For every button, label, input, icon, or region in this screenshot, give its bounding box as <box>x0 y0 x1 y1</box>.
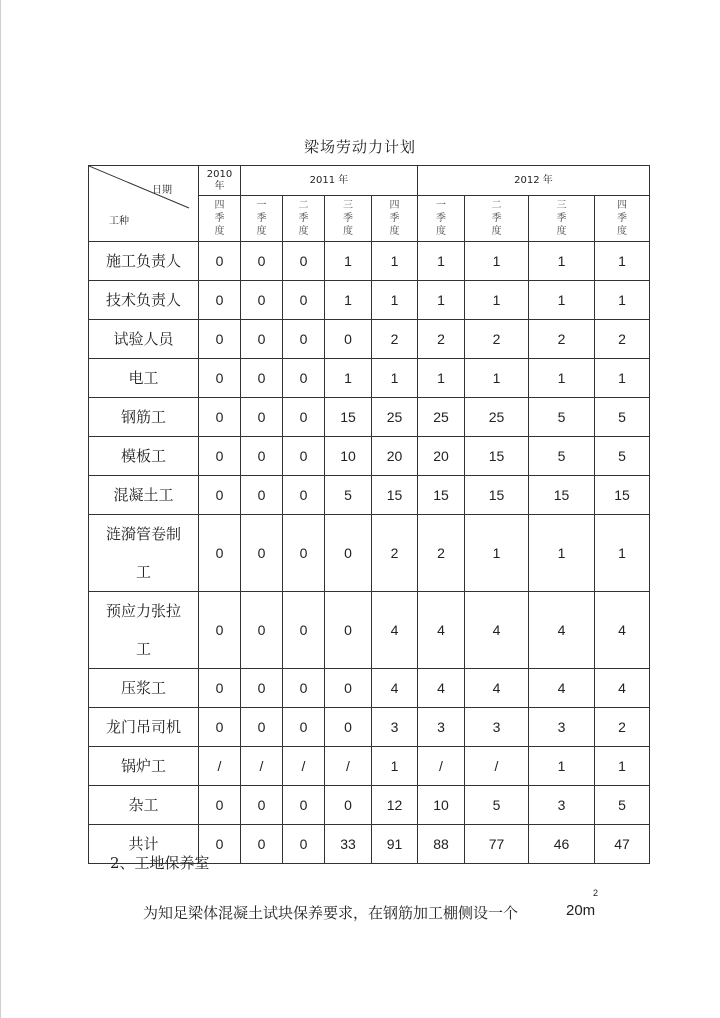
quarter-char: 四 <box>617 200 627 211</box>
value-cell: 1 <box>529 242 595 281</box>
table-row <box>89 281 650 320</box>
quarter-header-cell <box>595 196 650 242</box>
value-cell: / <box>465 747 529 786</box>
value-cell: 0 <box>199 398 241 437</box>
value-cell: 1 <box>372 359 418 398</box>
area-value: 20m <box>566 902 596 919</box>
value-cell: 0 <box>241 708 283 747</box>
value-cell: 25 <box>418 398 465 437</box>
table-row <box>89 242 650 281</box>
value-cell: 1 <box>529 281 595 320</box>
value-cell: 0 <box>241 398 283 437</box>
quarter-char: 季 <box>214 213 225 224</box>
table-row <box>89 398 650 437</box>
trade-name-line: 工 <box>135 640 151 658</box>
quarter-char: 季 <box>256 213 267 224</box>
quarter-char: 三 <box>343 200 353 211</box>
value-cell: 2 <box>418 515 465 592</box>
value-cell: 0 <box>241 437 283 476</box>
value-cell: 4 <box>529 669 595 708</box>
trade-name-cell: 技术负责人 <box>89 281 199 320</box>
value-cell: 0 <box>283 320 325 359</box>
value-cell: 0 <box>241 786 283 825</box>
quarter-char: 四 <box>389 200 400 211</box>
value-cell: 4 <box>372 592 418 669</box>
value-cell: 2 <box>529 320 595 359</box>
value-cell: 0 <box>283 786 325 825</box>
value-cell: 88 <box>418 825 465 864</box>
quarter-char: 三 <box>556 200 567 211</box>
value-cell: 1 <box>418 281 465 320</box>
table-row <box>89 592 650 669</box>
value-cell: 0 <box>241 359 283 398</box>
quarter-char: 季 <box>298 213 309 224</box>
trade-name-cell: 龙门吊司机 <box>89 708 199 747</box>
labor-plan-table <box>88 165 650 864</box>
quarter-header-cell <box>465 196 529 242</box>
value-cell: 0 <box>199 359 241 398</box>
table-row <box>89 786 650 825</box>
quarter-char: 季 <box>617 213 627 224</box>
value-cell: 4 <box>529 592 595 669</box>
trade-name-cell <box>89 592 199 669</box>
quarter-header-cell <box>529 196 595 242</box>
value-cell: / <box>418 747 465 786</box>
value-cell: 1 <box>372 242 418 281</box>
page-title: 梁场劳动力计划 <box>303 138 416 156</box>
value-cell: 3 <box>372 708 418 747</box>
trade-name-cell: 模板工 <box>89 437 199 476</box>
value-cell: 2 <box>595 320 650 359</box>
value-cell: 1 <box>465 242 529 281</box>
value-cell: 4 <box>465 669 529 708</box>
quarter-char: 度 <box>436 226 446 237</box>
value-cell: 0 <box>283 437 325 476</box>
value-cell: 2 <box>465 320 529 359</box>
value-cell: 3 <box>418 708 465 747</box>
value-cell: 0 <box>199 281 241 320</box>
value-cell: 4 <box>595 592 650 669</box>
value-cell: 15 <box>529 476 595 515</box>
value-cell: 91 <box>372 825 418 864</box>
value-cell: 5 <box>529 437 595 476</box>
trade-name-line: 工 <box>135 563 151 581</box>
trade-name-cell: 锅炉工 <box>89 747 199 786</box>
trade-name-line: 涟漪管卷制 <box>105 525 181 543</box>
value-cell: 33 <box>325 825 372 864</box>
value-cell: 0 <box>241 281 283 320</box>
value-cell: 1 <box>595 515 650 592</box>
value-cell: 5 <box>465 786 529 825</box>
table-row <box>89 515 650 592</box>
trade-name-line: 预应力张拉 <box>105 602 181 620</box>
value-cell: 5 <box>529 398 595 437</box>
value-cell: 1 <box>595 359 650 398</box>
quarter-header-cell <box>241 196 283 242</box>
table-row <box>89 476 650 515</box>
value-cell: 10 <box>418 786 465 825</box>
value-cell: / <box>283 747 325 786</box>
value-cell: 3 <box>465 708 529 747</box>
value-cell: 0 <box>199 825 241 864</box>
quarter-char: 度 <box>343 226 353 237</box>
table-row <box>89 320 650 359</box>
value-cell: / <box>199 747 241 786</box>
value-cell: 0 <box>283 398 325 437</box>
quarter-header-cell <box>372 196 418 242</box>
value-cell: 20 <box>418 437 465 476</box>
value-cell: 5 <box>595 398 650 437</box>
year-2012-header: 2012 年 <box>418 166 650 196</box>
trade-name-cell: 施工负责人 <box>89 242 199 281</box>
value-cell: 0 <box>199 515 241 592</box>
value-cell: 4 <box>372 669 418 708</box>
value-cell: 1 <box>372 747 418 786</box>
table-row <box>89 708 650 747</box>
value-cell: 2 <box>372 320 418 359</box>
value-cell: 0 <box>199 437 241 476</box>
value-cell: 4 <box>418 592 465 669</box>
value-cell: 1 <box>529 359 595 398</box>
section-heading: 2、工地保养室 <box>110 854 210 872</box>
quarter-char: 度 <box>491 226 502 237</box>
header-trade-label: 工种 <box>109 216 129 227</box>
table-row <box>89 669 650 708</box>
value-cell: 1 <box>325 242 372 281</box>
value-cell: 0 <box>241 515 283 592</box>
value-cell: 2 <box>418 320 465 359</box>
value-cell: 1 <box>418 242 465 281</box>
value-cell: 0 <box>325 592 372 669</box>
value-cell: 0 <box>199 669 241 708</box>
trade-name-cell: 电工 <box>89 359 199 398</box>
value-cell: 0 <box>199 708 241 747</box>
quarter-char: 度 <box>617 226 627 237</box>
value-cell: 1 <box>465 515 529 592</box>
value-cell: 5 <box>595 437 650 476</box>
paragraph-text: 为知足梁体混凝土试块保养要求，在钢筋加工棚侧设一个 <box>143 904 519 922</box>
value-cell: 1 <box>529 515 595 592</box>
value-cell: 4 <box>418 669 465 708</box>
trade-name-cell: 钢筋工 <box>89 398 199 437</box>
value-cell: 1 <box>465 281 529 320</box>
value-cell: 0 <box>283 359 325 398</box>
trade-name-cell: 杂工 <box>89 786 199 825</box>
value-cell: 4 <box>595 669 650 708</box>
quarter-header-cell <box>199 196 241 242</box>
year-2010-header <box>199 166 241 196</box>
value-cell: 4 <box>465 592 529 669</box>
value-cell: 0 <box>325 515 372 592</box>
value-cell: 0 <box>199 242 241 281</box>
value-cell: 0 <box>241 242 283 281</box>
value-cell: 0 <box>325 708 372 747</box>
value-cell: 12 <box>372 786 418 825</box>
diagonal-line <box>89 166 199 242</box>
value-cell: 47 <box>595 825 650 864</box>
value-cell: 0 <box>241 669 283 708</box>
value-cell: / <box>241 747 283 786</box>
value-cell: 25 <box>465 398 529 437</box>
value-cell: 5 <box>325 476 372 515</box>
trade-name-cell: 试验人员 <box>89 320 199 359</box>
quarter-header-cell <box>325 196 372 242</box>
value-cell: 0 <box>199 476 241 515</box>
value-cell: 1 <box>372 281 418 320</box>
quarter-char: 度 <box>556 226 567 237</box>
value-cell: 1 <box>325 281 372 320</box>
value-cell: 0 <box>199 786 241 825</box>
quarter-char: 二 <box>491 200 502 211</box>
value-cell: 0 <box>283 281 325 320</box>
value-cell: 1 <box>418 359 465 398</box>
quarter-char: 度 <box>256 226 267 237</box>
table-row <box>89 437 650 476</box>
area-superscript: 2 <box>593 888 599 898</box>
quarter-char: 季 <box>389 213 400 224</box>
value-cell: 15 <box>418 476 465 515</box>
trade-name-cell: 混凝土工 <box>89 476 199 515</box>
value-cell: / <box>325 747 372 786</box>
value-cell: 25 <box>372 398 418 437</box>
quarter-char: 季 <box>436 213 446 224</box>
value-cell: 0 <box>283 515 325 592</box>
value-cell: 0 <box>199 592 241 669</box>
quarter-header-cell <box>418 196 465 242</box>
value-cell: 15 <box>595 476 650 515</box>
trade-name-cell: 共计 <box>89 825 199 864</box>
trade-name-cell: 压浆工 <box>89 669 199 708</box>
year-2010-suffix: 年 <box>214 180 225 192</box>
value-cell: 10 <box>325 437 372 476</box>
value-cell: 0 <box>283 825 325 864</box>
value-cell: 0 <box>241 825 283 864</box>
value-cell: 15 <box>465 437 529 476</box>
value-cell: 0 <box>241 320 283 359</box>
value-cell: 2 <box>372 515 418 592</box>
quarter-header-cell <box>283 196 325 242</box>
quarter-char: 季 <box>491 213 502 224</box>
value-cell: 0 <box>325 786 372 825</box>
value-cell: 0 <box>325 669 372 708</box>
value-cell: 0 <box>241 592 283 669</box>
table-row <box>89 359 650 398</box>
value-cell: 77 <box>465 825 529 864</box>
header-date-label: 日期 <box>152 185 172 196</box>
quarter-char: 度 <box>298 226 309 237</box>
value-cell: 1 <box>595 747 650 786</box>
quarter-char: 二 <box>298 200 309 211</box>
quarter-char: 一 <box>436 200 446 211</box>
table-row <box>89 747 650 786</box>
quarter-char: 季 <box>343 213 353 224</box>
value-cell: 20 <box>372 437 418 476</box>
value-cell: 5 <box>595 786 650 825</box>
value-cell: 15 <box>325 398 372 437</box>
value-cell: 0 <box>325 320 372 359</box>
value-cell: 1 <box>465 359 529 398</box>
value-cell: 0 <box>283 242 325 281</box>
value-cell: 0 <box>283 592 325 669</box>
value-cell: 1 <box>595 281 650 320</box>
value-cell: 46 <box>529 825 595 864</box>
quarter-char: 四 <box>214 200 225 211</box>
diagonal-header-cell <box>89 166 199 242</box>
quarter-char: 季 <box>556 213 567 224</box>
value-cell: 1 <box>529 747 595 786</box>
trade-name-cell <box>89 515 199 592</box>
quarter-char: 一 <box>256 200 267 211</box>
value-cell: 2 <box>595 708 650 747</box>
value-cell: 3 <box>529 708 595 747</box>
value-cell: 3 <box>529 786 595 825</box>
value-cell: 0 <box>199 320 241 359</box>
year-2010-number: 2010 <box>206 168 233 180</box>
value-cell: 0 <box>241 476 283 515</box>
value-cell: 0 <box>283 669 325 708</box>
value-cell: 1 <box>325 359 372 398</box>
value-cell: 15 <box>372 476 418 515</box>
value-cell: 1 <box>595 242 650 281</box>
quarter-char: 度 <box>214 226 225 237</box>
quarter-char: 度 <box>389 226 400 237</box>
value-cell: 0 <box>283 476 325 515</box>
value-cell: 0 <box>283 708 325 747</box>
year-2011-header: 2011 年 <box>241 166 418 196</box>
value-cell: 15 <box>465 476 529 515</box>
